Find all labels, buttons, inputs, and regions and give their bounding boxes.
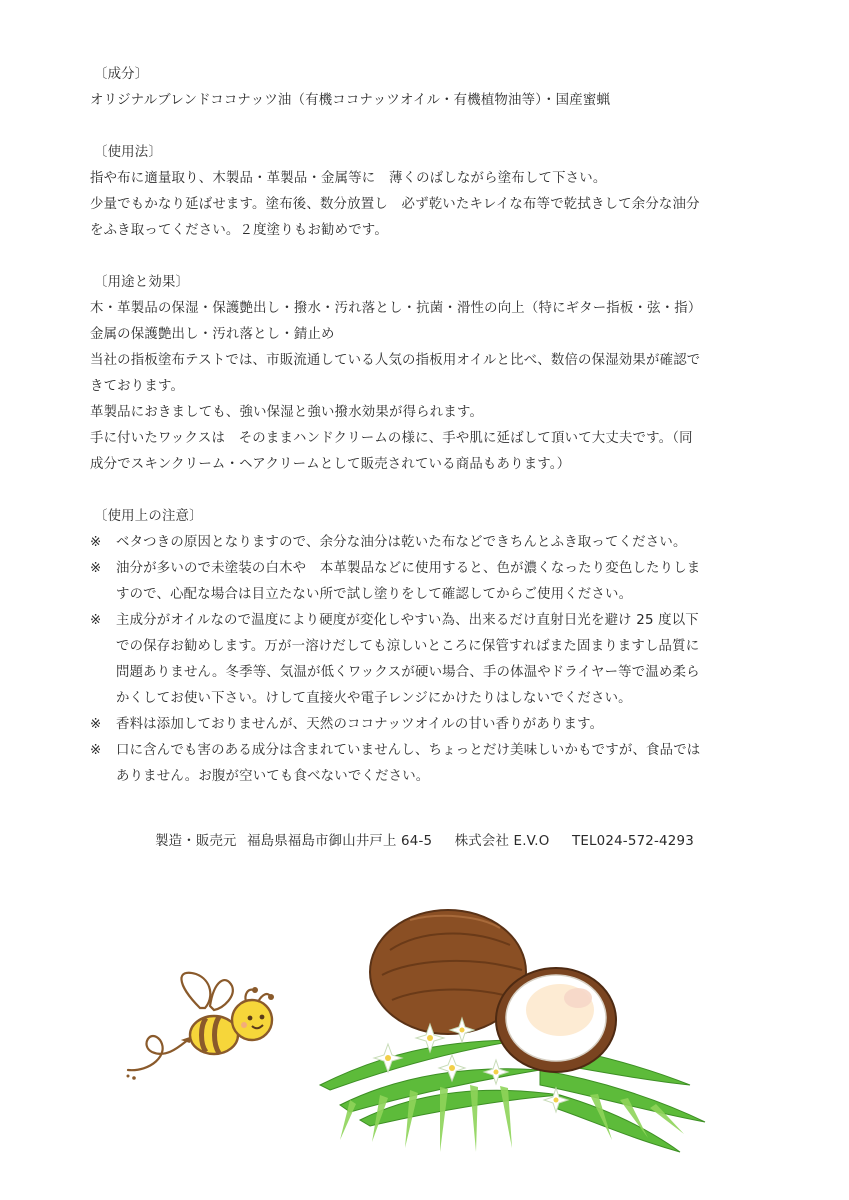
caution-line: ありません。お腹が空いても食べないでください。: [116, 769, 430, 784]
ingredients-text: オリジナルブレンドココナッツ油（有機ココナッツオイル・有機植物油等）・国産蜜蝋: [90, 93, 611, 108]
caution-mark: ※: [90, 613, 102, 628]
caution-mark: ※: [90, 743, 102, 758]
caution-mark: ※: [90, 535, 102, 550]
footer-company: 株式会社 E.V.O: [454, 834, 550, 849]
caution-line: ベタつきの原因となりますので、余分な油分は乾いた布などできちんとふき取ってください。: [116, 535, 687, 550]
caution-mark: ※: [90, 717, 102, 732]
caution-line: 問題ありません。冬季等、気温が低くワックスが硬い場合、手の体温やドライヤー等で温め柔ら: [116, 665, 700, 680]
illustration-area: [0, 890, 849, 1200]
caution-line: 口に含んでも害のある成分は含まれていませんし、ちょっとだけ美味しいかもですが、食品では: [116, 743, 701, 758]
effects-line-6: 手に付いたワックスは そのままハンドクリームの様に、手や肌に延ばして頂いて大丈夫です。（同: [90, 431, 693, 446]
effects-line-5: 革製品におきましても、強い保湿と強い撥水効果が得られます。: [90, 405, 484, 420]
caution-item: [90, 530, 765, 556]
caution-item: [90, 608, 765, 712]
effects-line-7: 成分でスキンクリーム・ヘアクリームとして販売されている商品もあります。）: [90, 457, 571, 472]
effects-line-3: 当社の指板塗布テストでは、市販流通している人気の指板用オイルと比べ、数倍の保湿効果が確認で: [90, 353, 701, 368]
effects-line-2: 金属の保護艶出し・汚れ落とし・錆止め: [90, 327, 335, 342]
ingredients-heading: 〔成分〕: [94, 67, 149, 82]
cautions-heading: 〔使用上の注意〕: [94, 509, 203, 524]
document-body: [90, 62, 765, 790]
coconut-icon: [320, 910, 705, 1152]
caution-line: すので、心配な場合は目立たない所で試し塗りをして確認してからご使用ください。: [116, 587, 633, 602]
usage-line-1: 指や布に適量取り、木製品・革製品・金属等に 薄くのばしながら塗布して下さい。: [90, 171, 607, 186]
caution-item: [90, 712, 765, 738]
footer-label: 製造・販売元: [155, 834, 237, 849]
effects-line-1: 木・革製品の保湿・保護艶出し・撥水・汚れ落とし・抗菌・滑性の向上（特にギター指板・弦・指）: [90, 301, 702, 316]
usage-line-3: をふき取ってください。２度塗りもお勧めです。: [90, 223, 388, 238]
caution-line: 主成分がオイルなので温度により硬度が変化しやすい為、出来るだけ直射日光を避け 25 度以下: [116, 613, 699, 628]
bee-icon: [127, 973, 275, 1080]
usage-heading: 〔使用法〕: [94, 145, 162, 160]
caution-item: [90, 738, 765, 790]
caution-mark: ※: [90, 561, 102, 576]
caution-line: での保存お勧めします。万が一溶けだしても涼しいところに保管すればまた固まりますし品質に: [116, 639, 700, 654]
caution-line: 香料は添加しておりませんが、天然のココナッツオイルの甘い香りがあります。: [116, 717, 604, 732]
usage-line-2: 少量でもかなり延ばせます。塗布後、数分放置し 必ず乾いたキレイな布等で乾拭きして余分な油分: [90, 197, 700, 212]
caution-line: 油分が多いので未塗装の白木や 本革製品などに使用すると、色が濃くなったり変色したりしま: [116, 561, 701, 576]
caution-item: [90, 556, 765, 608]
footer-address: 福島県福島市御山井戸上 64-5: [247, 834, 433, 849]
caution-line: かくしてお使い下さい。けして直接火や電子レンジにかけたりはしないでください。: [116, 691, 632, 706]
effects-line-4: きております。: [90, 379, 185, 394]
manufacturer-footer: [0, 830, 849, 849]
footer-tel: TEL024-572-4293: [571, 834, 694, 849]
effects-heading: 〔用途と効果〕: [94, 275, 190, 290]
